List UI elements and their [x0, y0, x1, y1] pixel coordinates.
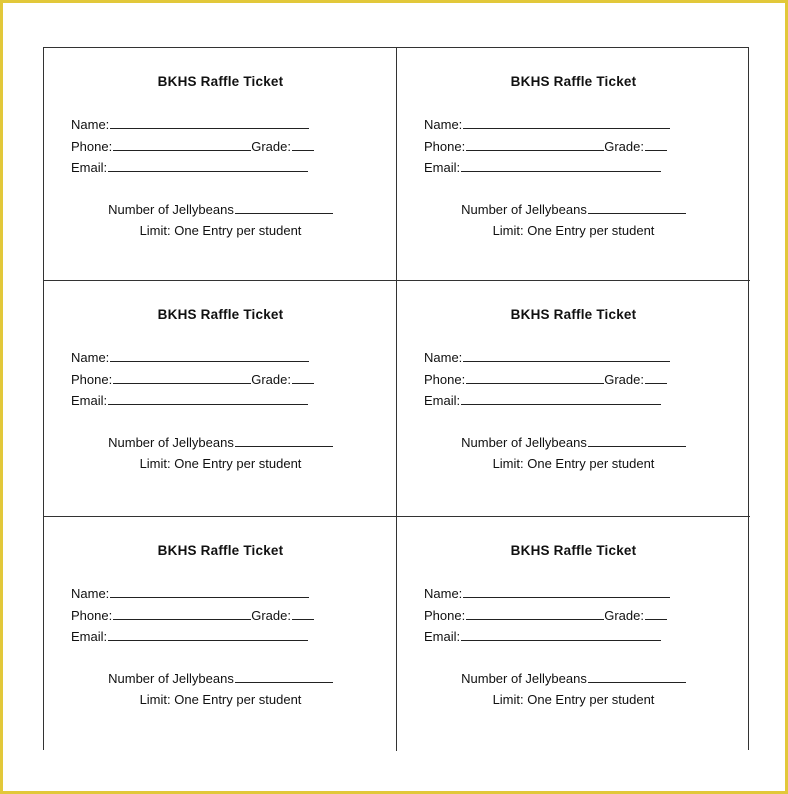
name-line	[424, 349, 670, 365]
phone-label: Phone:	[424, 608, 466, 623]
name-blank[interactable]	[110, 349, 309, 362]
jellybeans-line	[44, 201, 397, 217]
name-label: Name:	[424, 586, 463, 601]
email-line	[71, 392, 308, 408]
ticket-title: BKHS Raffle Ticket	[157, 74, 284, 89]
ticket-title: BKHS Raffle Ticket	[157, 543, 284, 558]
jellybeans-line	[397, 670, 750, 686]
email-line	[424, 392, 661, 408]
grade-blank[interactable]	[645, 607, 667, 620]
email-line	[71, 159, 308, 175]
email-label: Email:	[71, 393, 108, 408]
phone-label: Phone:	[424, 372, 466, 387]
name-blank[interactable]	[463, 585, 670, 598]
ticket-title: BKHS Raffle Ticket	[510, 74, 637, 89]
name-blank[interactable]	[110, 116, 309, 129]
name-label: Name:	[71, 586, 110, 601]
email-blank[interactable]	[461, 628, 661, 641]
limit-text: Limit: One Entry per student	[492, 456, 655, 471]
ticket-title: BKHS Raffle Ticket	[510, 307, 637, 322]
phone-line	[71, 371, 314, 387]
raffle-ticket	[44, 281, 397, 517]
phone-blank[interactable]	[466, 607, 604, 620]
grade-blank[interactable]	[645, 138, 667, 151]
grade-label: Grade:	[251, 608, 291, 623]
raffle-ticket	[397, 48, 750, 281]
jellybeans-line	[44, 670, 397, 686]
email-blank[interactable]	[461, 159, 661, 172]
grade-blank[interactable]	[292, 138, 314, 151]
grade-label: Grade:	[604, 608, 644, 623]
phone-blank[interactable]	[113, 371, 251, 384]
name-line	[71, 585, 309, 601]
name-blank[interactable]	[463, 349, 670, 362]
jellybeans-blank[interactable]	[588, 434, 686, 447]
jellybeans-label: Number of Jellybeans	[461, 671, 587, 686]
name-line	[424, 116, 670, 132]
email-label: Email:	[424, 160, 461, 175]
phone-label: Phone:	[71, 372, 113, 387]
name-blank[interactable]	[463, 116, 670, 129]
ticket-title: BKHS Raffle Ticket	[510, 543, 637, 558]
phone-line	[71, 607, 314, 623]
ticket-sheet	[43, 47, 749, 750]
jellybeans-label: Number of Jellybeans	[108, 671, 234, 686]
phone-line	[424, 607, 667, 623]
name-label: Name:	[424, 350, 463, 365]
jellybeans-blank[interactable]	[235, 434, 333, 447]
limit-text: Limit: One Entry per student	[139, 692, 302, 707]
grade-label: Grade:	[251, 372, 291, 387]
grade-label: Grade:	[604, 139, 644, 154]
raffle-ticket	[397, 281, 750, 517]
email-label: Email:	[71, 160, 108, 175]
phone-blank[interactable]	[466, 138, 604, 151]
ticket-title: BKHS Raffle Ticket	[157, 307, 284, 322]
email-line	[71, 628, 308, 644]
name-line	[71, 116, 309, 132]
jellybeans-line	[397, 201, 750, 217]
phone-label: Phone:	[71, 139, 113, 154]
phone-blank[interactable]	[113, 607, 251, 620]
phone-line	[71, 138, 314, 154]
grade-label: Grade:	[251, 139, 291, 154]
email-line	[424, 628, 661, 644]
jellybeans-label: Number of Jellybeans	[461, 202, 587, 217]
jellybeans-blank[interactable]	[235, 670, 333, 683]
email-label: Email:	[71, 629, 108, 644]
jellybeans-line	[44, 434, 397, 450]
jellybeans-blank[interactable]	[588, 670, 686, 683]
limit-text: Limit: One Entry per student	[492, 692, 655, 707]
email-blank[interactable]	[461, 392, 661, 405]
jellybeans-line	[397, 434, 750, 450]
grade-blank[interactable]	[292, 607, 314, 620]
jellybeans-label: Number of Jellybeans	[108, 202, 234, 217]
phone-blank[interactable]	[113, 138, 251, 151]
phone-blank[interactable]	[466, 371, 604, 384]
limit-text: Limit: One Entry per student	[139, 223, 302, 238]
name-blank[interactable]	[110, 585, 309, 598]
name-label: Name:	[71, 350, 110, 365]
name-label: Name:	[424, 117, 463, 132]
limit-text: Limit: One Entry per student	[492, 223, 655, 238]
jellybeans-blank[interactable]	[588, 201, 686, 214]
jellybeans-label: Number of Jellybeans	[461, 435, 587, 450]
phone-line	[424, 371, 667, 387]
phone-label: Phone:	[71, 608, 113, 623]
email-line	[424, 159, 661, 175]
grade-blank[interactable]	[645, 371, 667, 384]
email-blank[interactable]	[108, 628, 308, 641]
name-line	[71, 349, 309, 365]
raffle-ticket	[44, 48, 397, 281]
email-label: Email:	[424, 629, 461, 644]
name-label: Name:	[71, 117, 110, 132]
jellybeans-label: Number of Jellybeans	[108, 435, 234, 450]
phone-label: Phone:	[424, 139, 466, 154]
phone-line	[424, 138, 667, 154]
email-blank[interactable]	[108, 392, 308, 405]
raffle-ticket	[397, 517, 750, 751]
jellybeans-blank[interactable]	[235, 201, 333, 214]
limit-text: Limit: One Entry per student	[139, 456, 302, 471]
email-blank[interactable]	[108, 159, 308, 172]
grade-label: Grade:	[604, 372, 644, 387]
email-label: Email:	[424, 393, 461, 408]
name-line	[424, 585, 670, 601]
raffle-ticket	[44, 517, 397, 751]
grade-blank[interactable]	[292, 371, 314, 384]
